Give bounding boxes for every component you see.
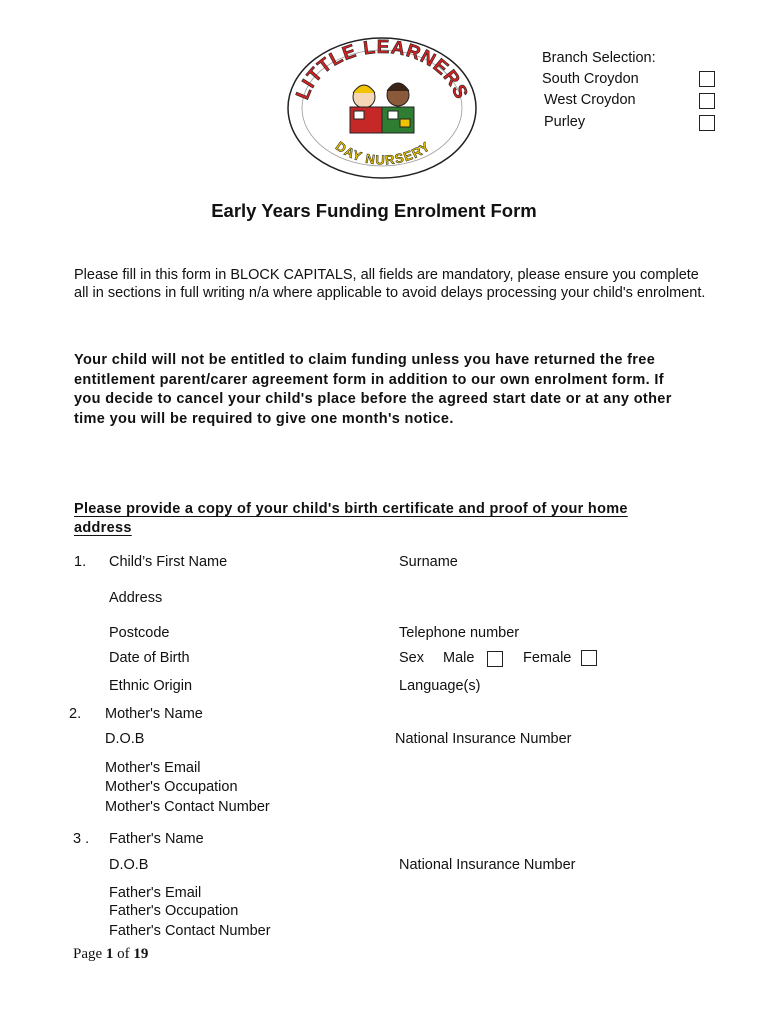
branch-heading: Branch Selection: (542, 50, 656, 66)
telephone-label: Telephone number (399, 625, 520, 641)
ethnic-origin-label: Ethnic Origin (109, 678, 193, 694)
branch-label-south-croydon: South Croydon (542, 71, 639, 87)
document-request-text: Please provide a copy of your child's birth certificate and proof of your home address (74, 501, 628, 536)
father-dob-label: D.O.B (109, 857, 149, 873)
branch-label-purley: Purley (544, 114, 586, 130)
intro-text: Please fill in this form in BLOCK CAPITALS, all fields are mandatory, please ensure you complete all in sections in full writing n/a where applicable to avoid delays processing your child's enrolment. (74, 267, 706, 301)
checkbox-male[interactable] (487, 651, 503, 667)
mother-ni-label: National Insurance Number (395, 731, 572, 747)
child-surname-label: Surname (399, 554, 458, 570)
page-number (73, 946, 148, 963)
father-contact-label: Father's Contact Number (109, 923, 271, 939)
male-label: Male (443, 650, 475, 666)
document-request (74, 500, 648, 538)
sex-label: Sex (399, 650, 424, 666)
page-prefix: Page (73, 946, 103, 962)
svg-text:DAY NURSERY: DAY NURSERY (332, 138, 434, 168)
father-email-label: Father's Email (109, 885, 202, 901)
checkbox-west-croydon[interactable] (699, 93, 715, 109)
father-ni-label: National Insurance Number (399, 857, 576, 873)
checkbox-south-croydon[interactable] (699, 71, 715, 87)
mother-email-label: Mother's Email (105, 760, 201, 776)
svg-text:LITTLE LEARNERS: LITTLE LEARNERS (292, 36, 472, 103)
father-name-label: Father's Name (109, 831, 204, 847)
child-first-name-label: Child’s First Name (109, 554, 228, 570)
section-number-3: 3 . (73, 831, 90, 847)
father-occupation-label: Father's Occupation (109, 903, 239, 919)
female-label: Female (523, 650, 572, 666)
checkbox-female[interactable] (581, 650, 597, 666)
postcode-label: Postcode (109, 625, 170, 641)
languages-label: Language(s) (399, 678, 481, 694)
nursery-logo (284, 35, 480, 181)
branch-label-west-croydon: West Croydon (544, 92, 636, 108)
address-label: Address (109, 590, 163, 606)
page-total: 19 (133, 946, 149, 962)
page-current: 1 (105, 946, 114, 962)
mother-occupation-label: Mother's Occupation (105, 779, 238, 795)
section-number-1: 1. (74, 554, 87, 570)
child-dob-label: Date of Birth (109, 650, 190, 666)
mother-dob-label: D.O.B (105, 731, 145, 747)
mother-contact-label: Mother's Contact Number (105, 799, 270, 815)
section-number-2: 2. (69, 706, 82, 722)
checkbox-purley[interactable] (699, 115, 715, 131)
page-of: of (117, 946, 130, 962)
page-title: Early Years Funding Enrolment Form (211, 200, 537, 221)
mother-name-label: Mother's Name (105, 706, 203, 722)
funding-notice: Your child will not be entitled to claim funding unless you have returned the free entitlement parent/carer agreement form in addition to our own enrolment form. If you decide to cancel your child's place before the agreed start date or at any other time you will be required to give one month's notice. (74, 352, 672, 427)
